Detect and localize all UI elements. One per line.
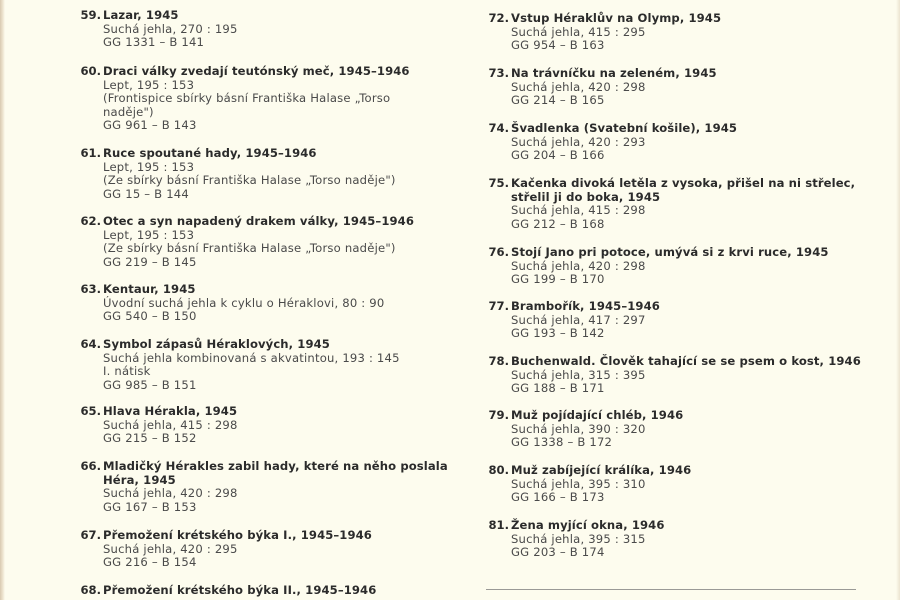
entry-number: 80. bbox=[488, 463, 509, 477]
entry-body bbox=[103, 338, 400, 392]
entry-number: 79. bbox=[488, 408, 509, 422]
entry-body bbox=[103, 460, 448, 514]
entry-title: Otec a syn napadený drakem války, 1945–1946 bbox=[103, 214, 415, 228]
entry-body bbox=[511, 67, 717, 108]
entry-detail: (Ze sbírky básní Františka Halase „Torso naděje") bbox=[103, 173, 396, 188]
entry-detail: GG 188 – B 171 bbox=[511, 381, 605, 396]
entry-body bbox=[103, 9, 238, 50]
entry-body bbox=[511, 464, 691, 505]
entry-detail: GG 15 – B 144 bbox=[103, 186, 189, 201]
entry-detail: Lept, 195 : 153 bbox=[103, 77, 195, 92]
entry-title: Buchenwald. Člověk tahající se se psem o kost, 1946 bbox=[511, 354, 861, 368]
entry-detail: GG 215 – B 152 bbox=[103, 431, 197, 446]
entry-detail: Lept, 195 : 153 bbox=[103, 159, 195, 174]
entry-body bbox=[103, 405, 238, 446]
entry-number: 68. bbox=[80, 583, 101, 597]
entry-detail: Suchá jehla, 390 : 320 bbox=[511, 421, 646, 436]
entry-detail: Suchá jehla, 420 : 295 bbox=[103, 541, 238, 556]
entry-number: 73. bbox=[488, 66, 509, 80]
page-edge-right bbox=[896, 0, 900, 600]
entry-title: Muž zabíjející králíka, 1946 bbox=[511, 463, 692, 477]
entry-detail: GG 203 – B 174 bbox=[511, 545, 605, 560]
entry-detail: GG 1331 – B 141 bbox=[103, 35, 205, 50]
entry-body bbox=[103, 65, 410, 133]
entry-title: Draci války zvedají teutónský meč, 1945–1946 bbox=[103, 64, 410, 78]
entry-detail: Suchá jehla, 395 : 310 bbox=[511, 476, 646, 491]
entry-detail: I. nátisk bbox=[103, 364, 151, 379]
entry-detail: GG 204 – B 166 bbox=[511, 148, 605, 163]
entry-title: Na trávníčku na zeleném, 1945 bbox=[511, 66, 717, 80]
entry-number: 74. bbox=[488, 121, 509, 135]
entry-body bbox=[511, 409, 683, 450]
entry-title: Kačenka divoká letěla z vysoka, přišel na ni střelec, bbox=[511, 176, 856, 190]
entry-number: 72. bbox=[488, 11, 509, 25]
entry-detail: Suchá jehla, 415 : 298 bbox=[511, 203, 646, 218]
entry-detail: Suchá jehla, 420 : 298 bbox=[511, 79, 646, 94]
entry-detail: GG 985 – B 151 bbox=[103, 377, 197, 392]
entry-detail: Suchá jehla, 415 : 298 bbox=[103, 417, 238, 432]
entry-number: 61. bbox=[80, 146, 101, 160]
entry-title: Přemožení krétského býka I., 1945–1946 bbox=[103, 528, 372, 542]
entry-body bbox=[103, 529, 372, 570]
entry-body bbox=[511, 355, 861, 396]
entry-detail: GG 214 – B 165 bbox=[511, 93, 605, 108]
entry-detail: Suchá jehla, 395 : 315 bbox=[511, 531, 646, 546]
entry-number: 81. bbox=[488, 518, 509, 532]
entry-number: 60. bbox=[80, 64, 101, 78]
entry-number: 75. bbox=[488, 176, 509, 190]
entry-detail: GG 193 – B 142 bbox=[511, 326, 605, 341]
entry-body bbox=[511, 519, 665, 560]
entry-body bbox=[511, 246, 829, 287]
entry-title: Stojí Jano pri potoce, umývá si z krvi ruce, 1945 bbox=[511, 245, 829, 259]
entry-detail: (Ze sbírky básní Františka Halase „Torso naděje") bbox=[103, 241, 396, 256]
entry-title: Kentaur, 1945 bbox=[103, 282, 196, 296]
entry-title: Symbol zápasů Héraklových, 1945 bbox=[103, 337, 330, 351]
entry-title: Švadlenka (Svatební košile), 1945 bbox=[511, 121, 738, 135]
entry-body bbox=[103, 215, 414, 269]
entry-number: 66. bbox=[80, 459, 101, 473]
entry-body bbox=[103, 147, 396, 201]
entry-detail: GG 199 – B 170 bbox=[511, 272, 605, 287]
entry-title: Brambořík, 1945–1946 bbox=[511, 299, 660, 313]
entry-detail: (Frontispice sbírky básní Františka Halase „Torso bbox=[103, 91, 391, 106]
entry-detail: Suchá jehla, 270 : 195 bbox=[103, 21, 238, 36]
entry-detail: Suchá jehla, 420 : 298 bbox=[103, 486, 238, 501]
entry-number: 63. bbox=[80, 282, 101, 296]
entry-number: 64. bbox=[80, 337, 101, 351]
entry-detail: Suchá jehla, 420 : 293 bbox=[511, 134, 646, 149]
entry-body bbox=[511, 12, 721, 53]
entry-body bbox=[103, 283, 384, 324]
entry-title: Lazar, 1945 bbox=[103, 8, 179, 22]
entry-body bbox=[511, 300, 660, 341]
entry-detail: Suchá jehla, 415 : 295 bbox=[511, 24, 646, 39]
entry-body bbox=[103, 584, 376, 598]
entry-body bbox=[511, 122, 737, 163]
entry-detail: GG 1338 – B 172 bbox=[511, 435, 613, 450]
entry-number: 67. bbox=[80, 528, 101, 542]
entry-title: Ruce spoutané hady, 1945–1946 bbox=[103, 146, 317, 160]
entry-title: Héra, 1945 bbox=[103, 472, 176, 487]
entry-title: Hlava Hérakla, 1945 bbox=[103, 404, 238, 418]
entry-title: střelil ji do boka, 1945 bbox=[511, 189, 661, 204]
entry-title: Muž pojídající chléb, 1946 bbox=[511, 408, 684, 422]
entry-number: 65. bbox=[80, 404, 101, 418]
entry-detail: GG 167 – B 153 bbox=[103, 499, 197, 514]
entry-title: Žena myjící okna, 1946 bbox=[511, 518, 665, 532]
entry-detail: GG 219 – B 145 bbox=[103, 254, 197, 269]
entry-detail: GG 166 – B 173 bbox=[511, 490, 605, 505]
entry-title: Mladičký Hérakles zabil hady, které na něho poslala bbox=[103, 459, 448, 473]
entry-body bbox=[511, 177, 855, 231]
entry-detail: Suchá jehla kombinovaná s akvatintou, 193 : 145 bbox=[103, 350, 400, 365]
entry-detail: GG 540 – B 150 bbox=[103, 309, 197, 324]
entry-number: 62. bbox=[80, 214, 101, 228]
entry-detail: GG 216 – B 154 bbox=[103, 555, 197, 570]
entry-number: 76. bbox=[488, 245, 509, 259]
entry-detail: Suchá jehla, 315 : 395 bbox=[511, 367, 646, 382]
horizontal-rule bbox=[486, 589, 856, 590]
entry-detail: GG 212 – B 168 bbox=[511, 216, 605, 231]
entry-detail: Suchá jehla, 420 : 298 bbox=[511, 258, 646, 273]
entry-detail: Suchá jehla, 417 : 297 bbox=[511, 312, 646, 327]
page-edge-left bbox=[0, 0, 5, 600]
entry-number: 78. bbox=[488, 354, 509, 368]
entry-detail: naděje") bbox=[103, 104, 154, 119]
entry-title: Vstup Héraklův na Olymp, 1945 bbox=[511, 11, 722, 25]
entry-detail: Úvodní suchá jehla k cyklu o Héraklovi, 80 : 90 bbox=[103, 295, 385, 310]
entry-detail: GG 954 – B 163 bbox=[511, 38, 605, 53]
entry-detail: GG 961 – B 143 bbox=[103, 118, 197, 133]
entry-title: Přemožení krétského býka II., 1945–1946 bbox=[103, 583, 377, 597]
entry-detail: Lept, 195 : 153 bbox=[103, 227, 195, 242]
entry-number: 59. bbox=[80, 8, 101, 22]
entry-number: 77. bbox=[488, 299, 509, 313]
